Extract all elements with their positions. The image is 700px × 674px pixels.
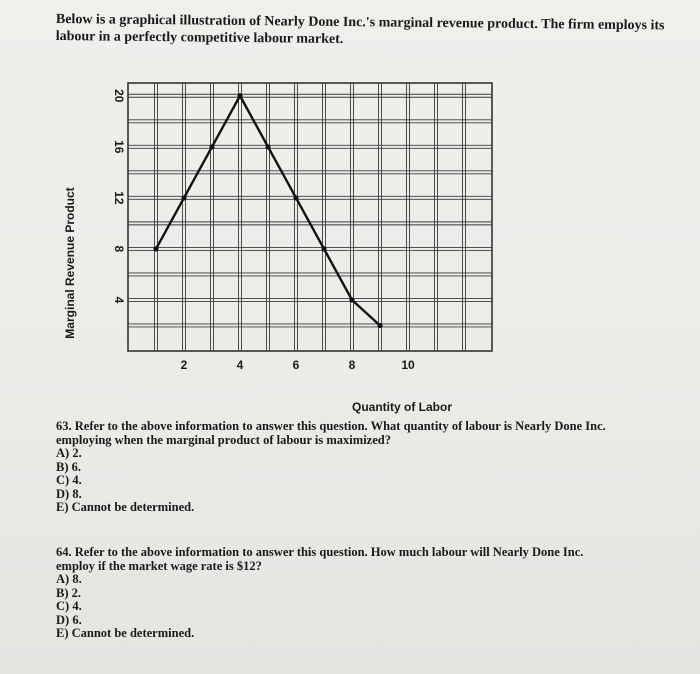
intro-text xyxy=(56,11,666,51)
question-63-stem-line-2: employing when the marginal product of labour is maximized? xyxy=(56,432,391,447)
mrp-point xyxy=(181,195,186,200)
x-tick-label: 2 xyxy=(180,358,188,372)
y-tick-label: 20 xyxy=(111,89,126,103)
mrp-point xyxy=(349,297,354,302)
question-64-option-a: A) 8. xyxy=(56,572,82,586)
question-64-option-b: B) 2. xyxy=(56,585,81,600)
question-63-option-c: C) 4. xyxy=(56,473,82,487)
question-64-option-c: C) 4. xyxy=(56,599,82,613)
mrp-point xyxy=(293,195,298,200)
mrp-point xyxy=(265,144,270,149)
mrp-chart-svg xyxy=(56,78,506,398)
y-tick-label: 12 xyxy=(111,191,126,205)
question-64-option-d: D) 6. xyxy=(56,612,82,627)
mrp-chart xyxy=(56,78,506,418)
x-tick-label: 8 xyxy=(348,358,356,372)
question-64-stem-line-2: employ if the market wage rate is $12? xyxy=(56,558,262,573)
question-63-option-a: A) 2. xyxy=(56,446,82,460)
x-tick-label: 10 xyxy=(401,358,415,372)
y-tick-label: 8 xyxy=(111,245,126,253)
intro-line-1: Below is a graphical illustration of Nearly Done Inc.'s marginal revenue product. The firm employs its xyxy=(55,11,665,34)
question-63-option-d: D) 8. xyxy=(56,486,82,501)
mrp-point xyxy=(237,93,242,98)
question-63 xyxy=(56,420,656,515)
intro-line-2: labour in a perfectly competitive labour market. xyxy=(55,28,344,48)
mrp-point xyxy=(153,246,158,251)
question-63-stem-line-1: 63. Refer to the above information to answer this question. What quantity of labour is Nearly Done Inc. xyxy=(56,419,606,433)
question-64-stem-line-1: 64. Refer to the above information to answer this question. How much labour will Nearly Done Inc. xyxy=(56,545,584,559)
x-tick-label: 4 xyxy=(236,358,244,372)
question-63-option-e: E) Cannot be determined. xyxy=(56,500,195,514)
x-tick-label: 6 xyxy=(292,358,300,372)
question-63-option-b: B) 6. xyxy=(56,459,81,474)
question-64 xyxy=(56,546,656,641)
mrp-point xyxy=(377,323,382,328)
question-64-option-e: E) Cannot be determined. xyxy=(56,626,195,640)
x-axis-label: Quantity of Labor xyxy=(352,400,452,414)
mrp-point xyxy=(209,144,214,149)
mrp-point xyxy=(321,246,326,251)
y-tick-label: 4 xyxy=(111,296,126,304)
y-axis-label: Marginal Revenue Product xyxy=(63,187,77,339)
mrp-line xyxy=(156,96,380,326)
y-tick-label: 16 xyxy=(111,140,126,154)
